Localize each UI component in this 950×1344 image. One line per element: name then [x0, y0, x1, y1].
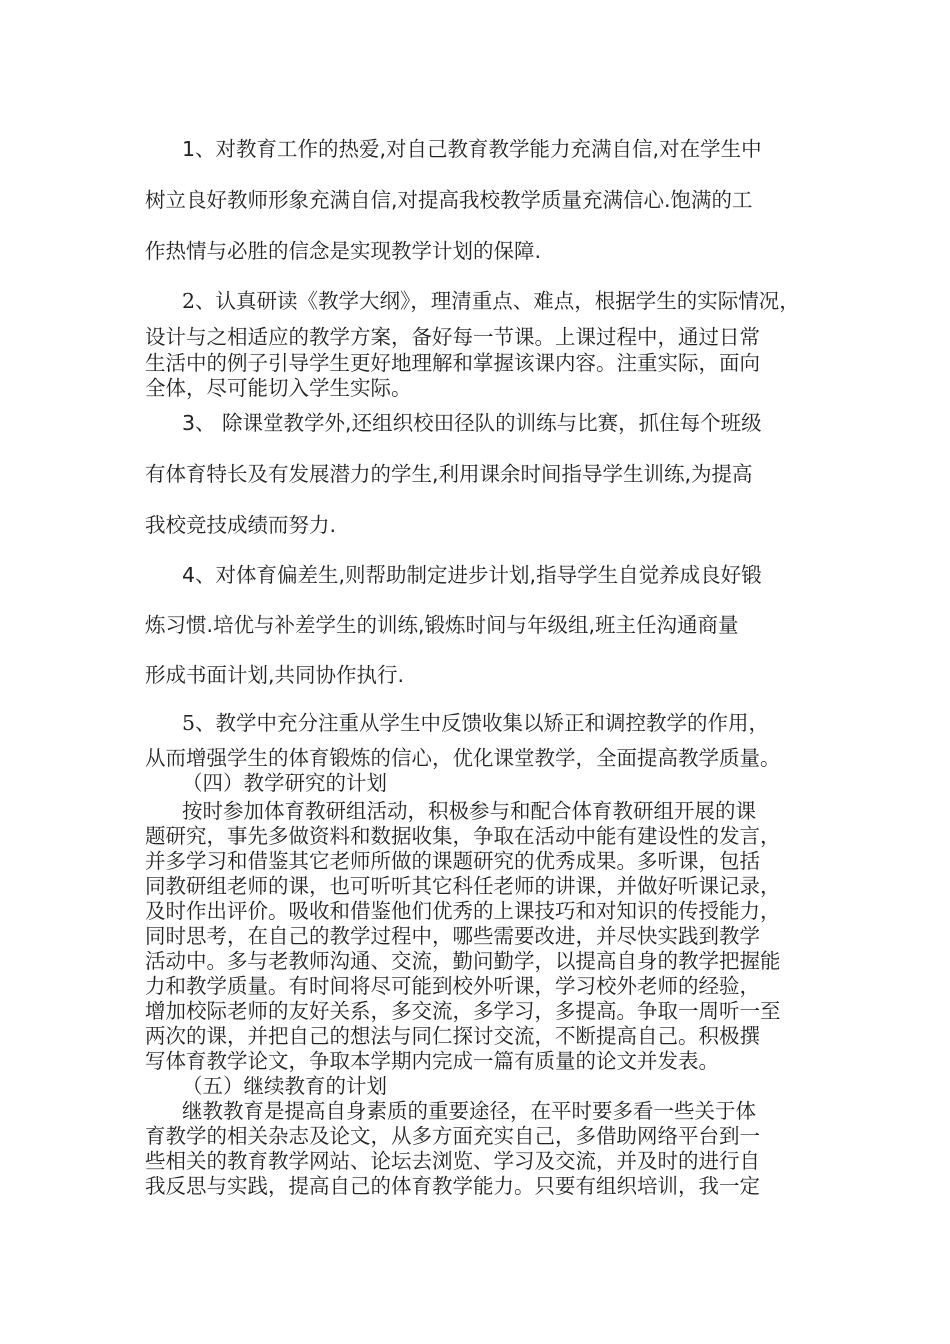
item-2-line-2: 设计与之相适应的教学方案，备好每一节课。上课过程中，通过日常 [145, 325, 760, 349]
item-3-line-1: 3、 除课堂教学外,还组织校田径队的训练与比赛，抓住每个班级 [182, 411, 762, 435]
section-4-line-7: 活动中。多与老教师沟通、交流，勤问勤学，以提高自身的教学把握能 [145, 949, 781, 973]
section-4-line-10: 两次的课，并把自己的想法与同仁探讨交流，不断提高自己。积极撰 [145, 1024, 760, 1048]
item-1-line-3: 作热情与必胜的信念是实现教学计划的保障. [145, 239, 542, 263]
item-1-line-1: 1、对教育工作的热爱,对自己教育教学能力充满自信,对在学生中 [182, 137, 762, 161]
item-1-line-2: 树立良好教师形象充满自信,对提高我校教学质量充满信心.饱满的工 [145, 188, 753, 212]
section-5-line-3: 些相关的教育教学网站、论坛去浏览、学习及交流，并及时的进行自 [145, 1149, 760, 1173]
section-5-line-2: 育教学的相关杂志及论文，从多方面充实自己，多借助网络平台到一 [145, 1124, 760, 1148]
section-4-line-2: 题研究，事先多做资料和数据收集，争取在活动中能有建设性的发言， [145, 824, 781, 848]
item-4-line-3: 形成书面计划,共同协作执行. [145, 663, 405, 687]
section-4-line-5: 及时作出评价。吸收和借鉴他们优秀的上课技巧和对知识的传授能力， [145, 899, 781, 923]
section-4-line-4: 同教研组老师的课，也可听听其它科任老师的讲课，并做好听课记录， [145, 874, 781, 898]
section-4-line-9: 增加校际老师的友好关系，多交流，多学习，多提高。争取一周听一至 [145, 999, 781, 1023]
item-3-line-2: 有体育特长及有发展潜力的学生,利用课余时间指导学生训练,为提高 [145, 462, 753, 486]
item-3-line-3: 我校竞技成绩而努力. [145, 513, 337, 537]
section-5-heading: （五）继续教育的计划 [182, 1074, 387, 1098]
section-4-line-11: 写体育教学论文，争取本学期内完成一篇有质量的论文并发表。 [145, 1049, 719, 1073]
section-4-line-8: 力和教学质量。有时间将尽可能到校外听课，学习校外老师的经验， [145, 974, 760, 998]
section-4-heading: （四）教学研究的计划 [182, 771, 387, 795]
item-2-line-1: 2、认真研读《教学大纲》，理清重点、难点，根据学生的实际情况， [182, 289, 800, 313]
item-4-line-1: 4、对体育偏差生,则帮助制定进步计划,指导学生自觉养成良好锻 [182, 563, 762, 587]
item-5-line-2: 从而增强学生的体育锻炼的信心，优化课堂教学，全面提高教学质量。 [145, 746, 781, 770]
item-2-line-3: 生活中的例子引导学生更好地理解和掌握该课内容。注重实际，面向 [145, 351, 760, 375]
section-5-line-4: 我反思与实践，提高自己的体育教学能力。只要有组织培训，我一定 [145, 1174, 760, 1198]
item-5-line-1: 5、教学中充分注重从学生中反馈收集以矫正和调控教学的作用， [182, 711, 770, 735]
item-4-line-2: 炼习惯.培优与补差学生的训练,锻炼时间与年级组,班主任沟通商量 [145, 613, 739, 637]
section-5-line-1: 继教教育是提高自身素质的重要途径，在平时要多看一些关于体 [182, 1099, 756, 1123]
section-4-line-3: 并多学习和借鉴其它老师所做的课题研究的优秀成果。多听课，包括 [145, 849, 760, 873]
item-2-line-4: 全体，尽可能切入学生实际。 [145, 376, 412, 400]
section-4-line-1: 按时参加体育教研组活动，积极参与和配合体育教研组开展的课 [182, 799, 756, 823]
section-4-line-6: 同时思考，在自己的教学过程中，哪些需要改进，并尽快实践到教学 [145, 924, 760, 948]
